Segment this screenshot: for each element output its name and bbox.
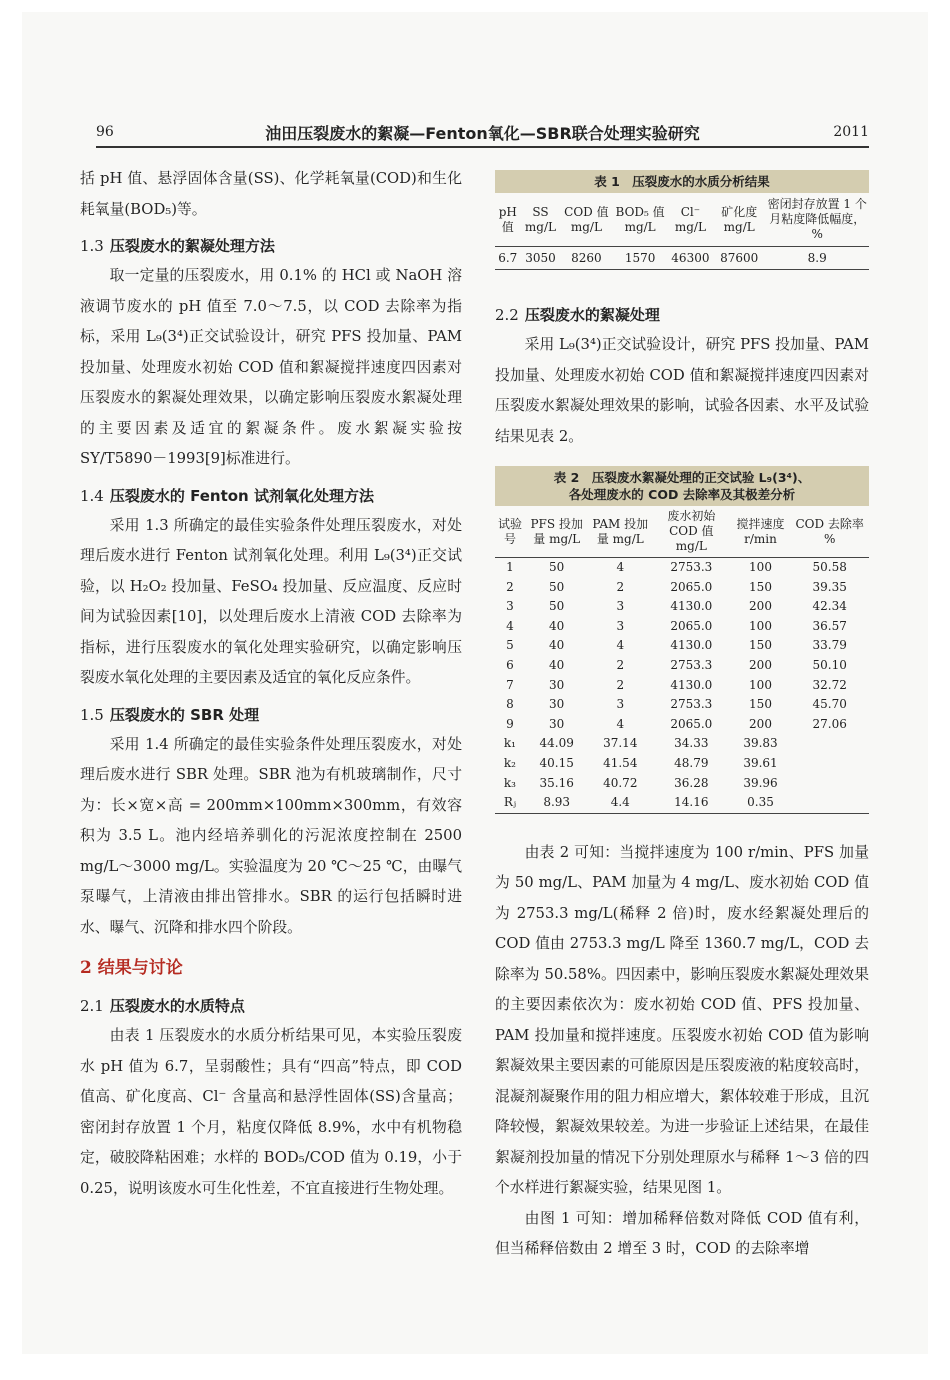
table-cell: 42.34 <box>812 599 847 614</box>
paragraph: 采用 1.4 所确定的最佳实验条件处理压裂废水，对处理后废水进行 SBR 处理。SBR 池为有机玻璃制作，尺寸为：长×宽×高 = 200mm×100mm×300mm，有效容积为 3.5 L。池内经培养驯化的污泥浓度控制在 2500 mg/L～3000 mg/L。实验温度为 20 ℃～25 ℃，由曝气泵曝气，上清液由排出管排水。SBR 的运行包括瞬时进水、曝气、沉降和排水四个阶段。 <box>80 735 462 936</box>
table-row <box>495 715 869 735</box>
table-header-cell: PFS 投加量 mg/L <box>530 516 583 546</box>
paragraph: 采用 L₉(3⁴)正交试验设计，研究 PFS 投加量、PAM 投加量、处理废水初始 COD 值和絮凝搅拌速度四因素对压裂废水絮凝处理效果的影响，试验各因素、水平及试验结果见表 2。 <box>495 336 869 445</box>
journal-year: 2011 <box>833 124 869 140</box>
table-header-cell: SS mg/L <box>524 204 556 234</box>
paragraph: 由图 1 可知：增加稀释倍数对降低 COD 值有利，但当稀释倍数由 2 增至 3 时，COD 的去除率增 <box>495 1209 869 1258</box>
table-cell: 9 <box>506 716 514 731</box>
table-cell: 1 <box>506 560 514 574</box>
table-cell: 7 <box>506 677 514 692</box>
table-row <box>495 734 869 754</box>
table-cell: k₂ <box>503 755 516 770</box>
table-cell: 4130.0 <box>670 677 713 692</box>
table-cell: 6 <box>506 657 514 672</box>
left-column <box>80 164 462 1204</box>
table-cell: 0.35 <box>747 795 774 810</box>
table-row <box>495 617 869 637</box>
table-row <box>495 793 869 813</box>
table-header-cell: 试验号 <box>497 516 522 546</box>
table-cell: 36.57 <box>812 618 847 633</box>
table-row <box>495 676 869 696</box>
right-column <box>495 170 869 1265</box>
table-cell: 14.16 <box>674 795 709 810</box>
table-cell: 2065.0 <box>670 716 713 731</box>
table-cell: 200 <box>749 657 772 672</box>
table-cell: 36.28 <box>674 775 709 790</box>
table-cell: 2 <box>616 579 625 594</box>
table-cell <box>790 734 869 754</box>
table-cell: 4 <box>506 618 514 633</box>
table-cell: 8 <box>506 697 514 712</box>
section-heading-2-2: 2.2 压裂废水的絮凝处理 <box>495 306 660 324</box>
table-cell: 200 <box>749 599 772 614</box>
table-cell: 35.16 <box>539 775 574 790</box>
table-row: 6.7 3050 8260 1570 46300 87600 8.9 <box>495 247 869 270</box>
table-cell: 4.4 <box>610 795 630 810</box>
table-cell: 150 <box>749 579 772 594</box>
paragraph: 采用 1.3 所确定的最佳实验条件处理压裂废水，对处理后废水进行 Fenton 试剂氧化处理。利用 L₉(3⁴)正交试验，以 H₂O₂ 投加量、FeSO₄ 投加量、反应温度、反应时间为试验因素[10]，以处理后废水上清液 COD 去除率为指标，进行压裂废水的氧化处理实验研究，以确定影响压裂废水氧化处理的主要因素及适宜的氧化反应条件。 <box>80 516 462 686</box>
table-cell: 50 <box>549 560 565 574</box>
table-cell: 100 <box>749 677 772 692</box>
table-cell: 32.72 <box>812 677 847 692</box>
table-cell: 37.14 <box>603 736 638 751</box>
table-header-cell: Cl⁻ mg/L <box>674 204 706 234</box>
table-cell: 4130.0 <box>670 599 713 614</box>
table1-caption: 表 1 压裂废水的水质分析结果 <box>495 170 869 193</box>
table-cell: k₃ <box>503 775 516 790</box>
table-header-cell: 搅拌速度 r/min <box>736 516 785 546</box>
table-cell: Rⱼ <box>503 795 517 810</box>
table-header-cell: 废水初始 COD 值 mg/L <box>667 509 716 553</box>
table-row <box>495 695 869 715</box>
table-cell: 2753.3 <box>670 697 713 712</box>
section-heading-1-3: 1.3 压裂废水的絮凝处理方法 <box>80 237 275 255</box>
table-cell: 34.33 <box>674 736 709 751</box>
table-cell: 3 <box>616 618 625 633</box>
table-cell: 3 <box>616 599 625 614</box>
table-cell: 33.79 <box>812 638 847 653</box>
table-cell: 2 <box>506 579 514 594</box>
running-title: 油田压裂废水的絮凝—Fenton氧化—SBR联合处理实验研究 <box>265 124 700 143</box>
table-cell: 50 <box>549 599 565 614</box>
table-cell: 41.54 <box>603 755 638 770</box>
paragraph: 由表 1 压裂废水的水质分析结果可见，本实验压裂废水 pH 值为 6.7，呈弱酸性；具有“四高”特点，即 COD 值高、矿化度高、Cl⁻ 含量高和悬浮性固体(SS)含量高；密闭封存放置 1 个月，粘度仅降低 8.9%，水中有机物稳定，破胶降粘困难；水样的 BOD₅/COD 值为 0.19，小于 0.25，说明该废水可生化性差，不宜直接进行生物处理。 <box>80 1027 462 1197</box>
table2-caption: 表 2 压裂废水絮凝处理的正交试验 L₉(3⁴)、 各处理废水的 COD 去除率及其极差分析 <box>495 466 869 506</box>
table-cell <box>790 774 869 794</box>
table-cell: 40 <box>549 618 565 633</box>
running-header <box>96 122 869 148</box>
table-cell: 100 <box>749 618 772 633</box>
table-cell: 39.96 <box>743 775 778 790</box>
table-header-cell: PAM 投加量 mg/L <box>592 516 649 546</box>
table-cell: 2065.0 <box>670 579 713 594</box>
table-cell: 2 <box>616 677 625 692</box>
paragraph: 由表 2 可知：当搅拌速度为 100 r/min、PFS 加量为 50 mg/L、PAM 加量为 4 mg/L、废水初始 COD 值为 2753.3 mg/L(稀释 2 倍)时，废水经絮凝处理后的 COD 值由 2753.3 mg/L 降至 1360.7 mg/L，COD 去除率为 50.58%。四因素中，影响压裂废水絮凝处理效果的主要因素依次为：废水初始 COD 值、PFS 投加量、PAM 投加量和搅拌速度。压裂废水初始 COD 值为影响絮凝效果主要因素的可能原因是压裂废液的粘度较高时，混凝剂凝聚作用的阻力相应增大，絮体较难于形成，且沉降较慢，絮凝效果较差。为进一步验证上述结果，在最佳絮凝剂投加量的情况下分别处理原水与稀释 1～3 倍的四个水样进行絮凝实验，结果见图 1。 <box>495 843 869 1197</box>
table-cell: 48.79 <box>674 755 709 770</box>
section-heading-1-4: 1.4 压裂废水的 Fenton 试剂氧化处理方法 <box>80 486 374 505</box>
table-row <box>495 636 869 656</box>
table-cell: 150 <box>749 697 772 712</box>
table-row <box>495 656 869 676</box>
page-number: 96 <box>96 124 114 140</box>
table-header-cell: pH 值 <box>498 204 517 234</box>
table-header-cell: COD 去除率 % <box>795 516 864 546</box>
table-cell: 100 <box>749 560 772 574</box>
table-cell: 3 <box>616 697 625 712</box>
table-cell: 40.15 <box>539 755 574 770</box>
table-cell: 45.70 <box>812 697 847 712</box>
table2 <box>495 506 869 814</box>
table-cell: 2065.0 <box>670 618 713 633</box>
table-row <box>495 597 869 617</box>
table-cell: 39.83 <box>743 736 778 751</box>
table-cell: 4 <box>616 716 625 731</box>
table-header-cell: 矿化度 mg/L <box>721 204 758 234</box>
table-cell: 30 <box>549 716 565 731</box>
table-cell: 30 <box>549 697 565 712</box>
table-cell: 40.72 <box>603 775 638 790</box>
paragraph: 括 pH 值、悬浮固体含量(SS)、化学耗氧量(COD)和生化耗氧量(BOD₅)等。 <box>80 170 462 218</box>
table-cell: 2753.3 <box>670 560 713 574</box>
table1 <box>495 193 869 270</box>
table-row <box>495 774 869 794</box>
table-cell: k₁ <box>503 736 516 751</box>
table-cell: 27.06 <box>812 716 847 731</box>
table-cell <box>790 754 869 774</box>
section-heading-1-5: 1.5 压裂废水的 SBR 处理 <box>80 705 260 724</box>
table-cell: 39.35 <box>812 579 847 594</box>
table-cell: 50.58 <box>812 560 847 574</box>
table-cell: 40 <box>549 638 565 653</box>
table-cell <box>790 793 869 813</box>
table-cell: 5 <box>506 638 514 653</box>
table-header-cell: BOD₅ 值 mg/L <box>615 204 665 234</box>
table-row <box>495 558 869 578</box>
table-cell: 4 <box>616 638 625 653</box>
section-heading-2-1: 2.1 压裂废水的水质特点 <box>80 997 245 1015</box>
table-cell: 150 <box>749 638 772 653</box>
table-cell: 50.10 <box>812 657 847 672</box>
table-header-cell: 密闭封存放置 1 个月粘度降低幅度，% <box>767 197 867 241</box>
paragraph: 取一定量的压裂废水，用 0.1% 的 HCl 或 NaOH 溶液调节废水的 pH 值至 7.0～7.5，以 COD 去除率为指标，采用 L₉(3⁴)正交试验设计，研究 PFS 投加量、PAM 投加量、处理废水初始 COD 值和絮凝搅拌速度四因素对压裂废水的絮凝处理效果，以确定影响压裂废水絮凝处理的主要因素及适宜的絮凝条件。废水絮凝实验按 SY/T5890－1993[9]标准进行。 <box>80 267 462 467</box>
table-cell: 4130.0 <box>670 638 713 653</box>
table-cell: 39.61 <box>743 755 778 770</box>
table-cell: 4 <box>616 560 625 574</box>
table-cell: 40 <box>549 657 565 672</box>
section-heading-2: 2 结果与讨论 <box>80 958 183 978</box>
table-row <box>495 578 869 598</box>
table-cell: 3 <box>506 599 514 614</box>
table-cell: 2753.3 <box>670 657 713 672</box>
table-row <box>495 754 869 774</box>
table-cell: 8.93 <box>543 795 571 810</box>
table2-header-row <box>495 506 869 558</box>
table-cell: 44.09 <box>539 736 574 751</box>
table-cell: 50 <box>549 579 565 594</box>
table-cell: 200 <box>749 716 772 731</box>
table-header-cell: COD 值 mg/L <box>564 204 609 234</box>
table-cell: 30 <box>549 677 565 692</box>
table-cell: 2 <box>616 657 625 672</box>
